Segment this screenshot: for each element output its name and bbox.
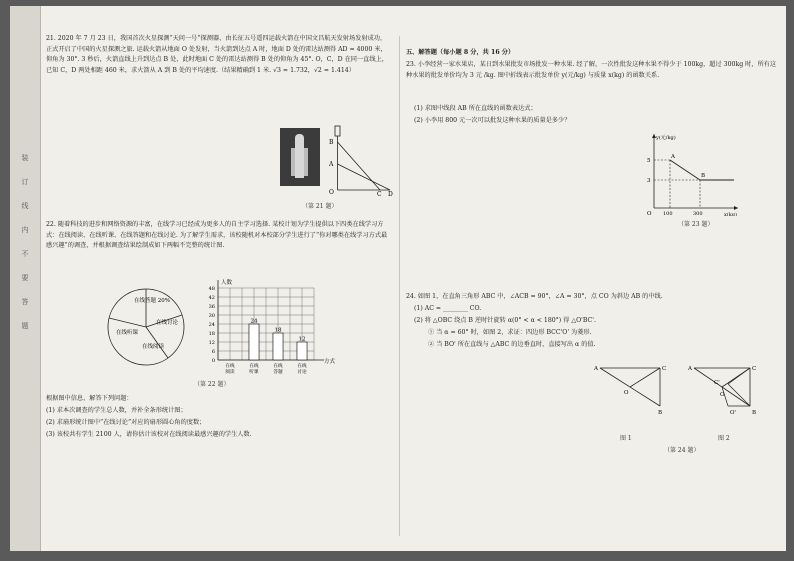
fig2-label-Cprime: C' [714, 380, 720, 386]
binding-char: 内 [21, 226, 29, 234]
binding-char: 不 [21, 250, 29, 258]
y-tick-label: 0 [211, 358, 215, 364]
fig2-label-C: C [752, 366, 757, 372]
y-tick-label: 30 [208, 313, 215, 319]
q23-caption: （第 23 题） [678, 221, 714, 228]
fig1-label-A: A [594, 366, 598, 372]
fig1-label-B: B [658, 410, 663, 416]
q21-label-A: A [329, 161, 334, 168]
y-tick-label: 36 [208, 304, 215, 310]
q22-question-3: (3) 该校共有学生 2100 人，请你估计该校对在线阅读最感兴趣的学生人数. [46, 431, 252, 438]
q23-graph [636, 130, 740, 216]
q22-pie-chart [96, 282, 196, 372]
binding-char: 装 [21, 154, 29, 162]
q23-sub2: (2) 小李用 800 元一次可以批发这种水果的质量是多少？ [414, 117, 571, 124]
bar-value-label: 24 [250, 318, 258, 325]
q21-label-D: D [388, 191, 393, 196]
section5-title: 五、解答题（每小题 8 分，共 16 分） [406, 49, 515, 56]
fig2-label-Oprime: O' [730, 410, 737, 416]
pie-label-listen: 在线听课 [116, 330, 139, 336]
binding-char: 要 [21, 274, 29, 282]
category-label-line2: 答题 [273, 370, 283, 375]
q23-tick-300: 300 [693, 211, 703, 216]
binding-margin [10, 6, 41, 551]
q24-caption: （第 24 题） [664, 447, 700, 454]
bar [273, 333, 283, 360]
column-divider [399, 36, 400, 536]
q24-fig2-label: 图 2 [718, 435, 730, 442]
q24-figure-2 [688, 358, 768, 420]
binding-char: 题 [21, 322, 29, 330]
q22-question-1: (1) 求本次调查的学生总人数，并补全条形统计图； [46, 407, 187, 414]
y-axis-label: 人数 [221, 280, 233, 286]
category-label-line2: 讨论 [297, 370, 307, 375]
pie-label-answer: 在线答题 20% [134, 298, 170, 304]
category-label-line2: 阅读 [225, 370, 235, 375]
fig1-label-C: C [662, 366, 667, 372]
category-label-line1: 在线 [273, 364, 283, 369]
rocket-icon [335, 126, 340, 136]
binding-notice [18, 146, 32, 338]
q22-question-2: (2) 求扇形统计图中“在线讨论”对应的扇形圆心角的度数； [46, 419, 206, 426]
q23-sub1: (1) 求图中线段 AB 所在直线的函数表达式； [414, 105, 537, 112]
fig2-label-O: O [720, 392, 725, 398]
q21-label-C: C [377, 191, 382, 196]
q23-ylabel: y(元/kg) [656, 135, 676, 141]
q23-origin: O [647, 211, 652, 216]
right-column [406, 6, 778, 551]
category-label-line1: 在线 [297, 364, 307, 369]
q23-tick-100: 100 [663, 211, 673, 216]
q21-caption: （第 21 题） [302, 203, 338, 210]
q23-point-B: B [701, 173, 706, 179]
q24-line1: (1) AC = ________ CO. [414, 305, 482, 312]
y-tick-label: 42 [208, 295, 215, 301]
q24-figure-1 [594, 358, 670, 418]
fig2-label-A: A [688, 366, 692, 372]
q21-label-B: B [329, 139, 334, 146]
pie-label-read: 在线阅读 [142, 344, 165, 350]
q24-line3: ① 当 α = 60° 时，如图 2，求证：四边形 BCC'O' 为菱形. [428, 329, 592, 336]
rocket-photo [280, 128, 320, 186]
q22-bar-chart [200, 276, 336, 380]
q23-text: 23. 小李经营一家水果店，某日到水果批发市场批发一种水果. 经了解，一次性批发这种水果不得少于 100kg，超过 300kg 时，所有这种水果的批发单价均为 3 元 /kg. 图中折线表示批发单价 y(元/kg) 与质量 x(kg) 的函数关系. [406, 61, 777, 79]
q23-point-A: A [671, 154, 675, 160]
fig1-label-O: O [624, 390, 629, 396]
bar [249, 324, 259, 360]
category-label-line1: 在线 [225, 364, 235, 369]
q22-intro: 根据图中信息，解答下列问题： [46, 395, 133, 402]
binding-char: 答 [21, 298, 29, 306]
left-column [46, 6, 392, 551]
q22-text: 22. 随着科技的进步和网络资源的丰富，在线学习已经成为更多人的自主学习选择. 某校计划为学生提供以下四类在线学习方式：在线阅读、在线听课、在线答题和在线讨论. 为了解学生需求，该校随机对本校部分学生进行了“你对哪类在线学习方式最感兴趣”的调查，并根据调查结果绘制成如下两幅不完整的统计图. [46, 221, 388, 250]
bar-value-label: 18 [274, 327, 282, 334]
q22-caption: （第 22 题） [194, 381, 230, 388]
q23-tick-3: 3 [647, 178, 651, 184]
q24-fig1-label: 图 1 [620, 435, 632, 442]
q21-diagram [328, 124, 394, 196]
binding-char: 线 [21, 202, 29, 210]
exam-sheet [10, 6, 786, 551]
q24-line2: (2) 将 △OBC 绕点 B 逆时针旋转 α(0° < α < 180°) 得 △O'BC'. [414, 317, 596, 324]
q23-tick-5: 5 [647, 158, 651, 164]
q24-text: 24. 如图 1，在直角三角形 ABC 中，∠ACB = 90°，∠A = 30°，点 CO 为斜边 AB 的中线. [406, 293, 663, 300]
y-tick-label: 18 [208, 331, 215, 337]
bar-value-label: 12 [298, 336, 306, 343]
fig2-label-B: B [752, 410, 757, 416]
category-label-line1: 在线 [249, 364, 259, 369]
y-tick-label: 6 [211, 349, 215, 355]
q23-xlabel: x(kg) [724, 212, 737, 216]
category-label-line2: 听课 [249, 370, 259, 375]
q24-line4: ② 当 BO' 所在直线与 △ABC 的边垂直时，直接写出 α 的值. [428, 341, 596, 348]
x-axis-label: 方式 [324, 359, 336, 365]
bar [297, 342, 307, 360]
q21-label-O: O [329, 189, 334, 196]
y-tick-label: 12 [208, 340, 215, 346]
pie-label-discuss: 在线讨论 [156, 320, 179, 326]
y-tick-label: 48 [208, 286, 215, 292]
binding-char: 订 [21, 178, 29, 186]
q21-text: 21. 2020 年 7 月 23 日，我国首次火星探测“天问一号”探测器，由长征五号遥四运载火箭在中国文昌航天发射场发射成功，正式开启了中国的火星探测之旅. 运载火箭从地面 O 处发射，当火箭到达点 A 时，地面 D 处的雷达站测得 AD = 4000 米，仰角为 30°. 3 秒后，火箭直线上升到达点 B 处，此时地面 C 处的雷达站测得 B 处的仰角为 45°. O，C，D 在同一直线上，已知 C，D 两处相距 460 米，求火箭从 A 到 B 处的平均速度.（结果精确到 1 米. √3 ≈ 1.732，√2 ≈ 1.414） [46, 35, 388, 74]
y-tick-label: 24 [208, 322, 215, 328]
